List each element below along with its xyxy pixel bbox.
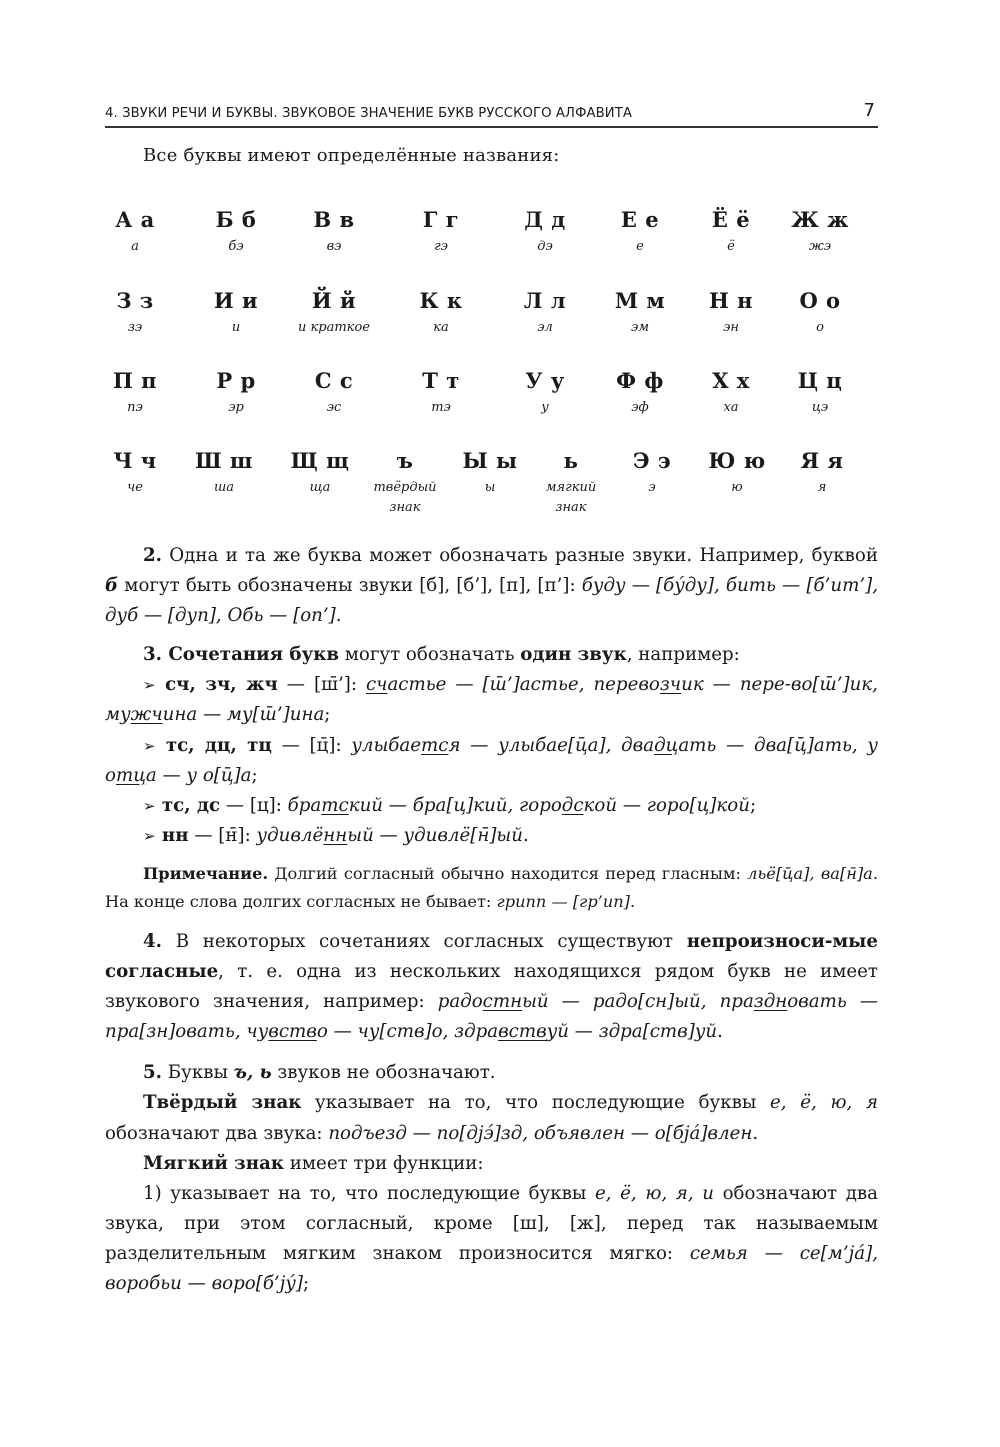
letter-name: твёрдый: [373, 480, 437, 495]
paragraph-soft-sign: Мягкий знак имеет три функции:: [143, 1152, 484, 1174]
letter-glyph: Ч ч: [113, 448, 157, 473]
letter-glyph: П п: [112, 368, 157, 393]
alphabet-cell: [762, 448, 882, 498]
letter-glyph: З з: [116, 288, 154, 313]
letter-name: ха: [723, 400, 739, 415]
letter-glyph: Х х: [712, 368, 750, 393]
alphabet-cell: [760, 207, 880, 257]
letter-name: эр: [228, 400, 244, 415]
letter-name: и: [231, 320, 241, 335]
letter-glyph: Ё ё: [711, 207, 751, 232]
alphabet-cell: [760, 368, 880, 418]
letter-glyph: Й й: [311, 288, 357, 313]
alphabet-cell: [381, 368, 501, 418]
letter-name: ка: [433, 320, 449, 335]
letter-name: гэ: [434, 239, 448, 254]
letter-name: я: [817, 480, 827, 495]
letter-name: эс: [326, 400, 342, 415]
letter-glyph: Е е: [620, 207, 660, 232]
list-item-ds: ➢ тс, дс — [ц]: братский — бра[ц]кий, городской — горо[ц]кой;: [143, 794, 757, 816]
example: буду — [бу́ду], бить — [б’ит’], дуб — [дуп], Обь — [оп’]: [105, 575, 878, 627]
letter-glyph: ь: [563, 448, 579, 473]
intro-line: Все буквы имеют определённые названия:: [143, 145, 560, 166]
letter-glyph: Я я: [800, 448, 844, 473]
letter-name: а: [131, 239, 139, 254]
letter-name: эл: [537, 320, 553, 335]
letter-name: вэ: [326, 239, 342, 254]
alphabet-cell: [274, 288, 394, 338]
letter-glyph: Ф ф: [616, 368, 664, 393]
paragraph-2: 2. Одна и та же буква может обозначать разные звуки. Например, буквой б могут быть обозначены звуки [б], [б’], [п], [п’]: буду — [бу́ду], бить — [б’ит’], дуб — [дуп], Обь — [оп’].: [105, 545, 878, 627]
alphabet-cell: [274, 368, 394, 418]
letter-name: ё: [727, 239, 735, 254]
letter-glyph: Р р: [216, 368, 256, 393]
arrow-bullet-icon: ➢: [143, 736, 156, 755]
letter-name: зэ: [127, 320, 143, 335]
paragraph-4: 4. В некоторых сочетаниях согласных существуют непроизноси-мые согласные, т. е. одна из нескольких находящихся рядом букв не имеет звукового значения, например: радостный — радо[сн]ый, праздновать — пра[зн]овать, чувство — чу[ств]о, здравствуй — здра[ств]уй.: [105, 930, 878, 1043]
letter-name: че: [127, 480, 143, 495]
letter-glyph: Ю ю: [708, 448, 766, 473]
letter-glyph: Ц ц: [797, 368, 843, 393]
letter-glyph: Ш ш: [194, 448, 253, 473]
letter-glyph: А а: [115, 207, 155, 232]
list-item-ts: ➢ тс, дц, тц — [ц̄]: улыбается — улыбае[ц̄а], двадцать — два[ц̄]ать, у отца — у о[ц̄]а;: [105, 734, 878, 786]
letter-glyph: Б б: [215, 207, 257, 232]
letter-name: мягкий: [545, 480, 597, 495]
letter-glyph: Т т: [422, 368, 460, 393]
letter-name-line2: знак: [555, 500, 587, 515]
alphabet-cell: [760, 288, 880, 338]
arrow-bullet-icon: ➢: [143, 826, 156, 845]
letter-name: бэ: [228, 239, 244, 254]
arrow-bullet-icon: ➢: [143, 796, 156, 815]
letter-name: эф: [631, 400, 649, 415]
letter-glyph: О о: [799, 288, 841, 313]
letter-glyph: Э э: [632, 448, 672, 473]
letter-glyph: Л л: [523, 288, 567, 313]
letter-name: ща: [309, 480, 331, 495]
letter-glyph: Г г: [422, 207, 460, 232]
letter-name: ы: [484, 480, 496, 495]
letter-glyph: И и: [213, 288, 259, 313]
page-number: 7: [863, 100, 875, 121]
body-text: [105, 541, 878, 1299]
list-item-sch: ➢ сч, зч, жч — [ш̄’]: счастье — [ш̄’]астье, перевозчик — пере-во[ш̄’]ик, мужчина — му[ш̄’]ина;: [105, 674, 878, 726]
alphabet-cell: [274, 207, 394, 257]
letter-glyph: Ы ы: [462, 448, 518, 473]
letter-glyph: Щ щ: [290, 448, 350, 473]
letter-name: э: [648, 480, 656, 495]
letter-glyph: ъ: [396, 448, 414, 473]
alphabet-cell: [381, 207, 501, 257]
letter-name: пэ: [127, 400, 143, 415]
running-header: [105, 100, 878, 128]
letter-name: дэ: [537, 239, 553, 254]
letter-glyph: В в: [313, 207, 355, 232]
letter-name: тэ: [431, 400, 451, 415]
alphabet-cell: [381, 288, 501, 338]
letter-glyph: Д д: [524, 207, 566, 232]
letter-name: ша: [213, 480, 235, 495]
letter-name: эн: [723, 320, 739, 335]
paragraph-number: 2.: [143, 545, 162, 566]
letter-name: и краткое: [298, 320, 370, 335]
letter-glyph: Н н: [708, 288, 754, 313]
letter-glyph: К к: [419, 288, 463, 313]
letter-name: у: [541, 400, 549, 415]
paragraph-soft-sign-function-1: 1) указывает на то, что последующие буквы е, ё, ю, я, и обозначают два звука, при этом согласный, кроме [ш], [ж], перед так называемым разделительным мягким знаком произносится мягко: семья — се[м’jа́], воробьи — воро[б’jу́];: [105, 1182, 879, 1294]
letter-name: жэ: [808, 239, 832, 254]
letter-name-line2: знак: [389, 500, 421, 515]
letter-glyph: С с: [314, 368, 354, 393]
arrow-bullet-icon: ➢: [143, 676, 156, 695]
note: Примечание. Долгий согласный обычно находится перед гласным: льё[ц̄а], ва[н̄]а. На конце слова долгих согласных не бывает: грипп — [гр’ип].: [105, 863, 878, 911]
letter-name: е: [636, 239, 644, 254]
paragraph-5: 5. Буквы ъ, ь звуков не обозначают.: [143, 1062, 496, 1084]
letter-name: о: [816, 320, 824, 335]
paragraph-3: 3. Сочетания букв могут обозначать один звук, например:: [143, 644, 740, 666]
list-item-nn: ➢ нн — [н̄]: удивлённый — удивлё[н̄]ый.: [143, 824, 529, 846]
header-title: 4. ЗВУКИ РЕЧИ И БУКВЫ. ЗВУКОВОЕ ЗНАЧЕНИЕ БУКВ РУССКОГО АЛФАВИТА: [105, 106, 633, 121]
letter-name: цэ: [811, 400, 829, 415]
letter-name: ю: [731, 480, 743, 495]
letter-glyph: У у: [525, 368, 565, 393]
letter-glyph: Ж ж: [791, 207, 849, 232]
letter-name: эм: [630, 320, 650, 335]
letter-glyph: М м: [614, 288, 666, 313]
paragraph-hard-sign: Твёрдый знак указывает на то, что последующие буквы е, ё, ю, я обозначают два звука: подъезд — по[дjэ́]зд, объявлен — о[бjа́]влен.: [105, 1092, 878, 1144]
